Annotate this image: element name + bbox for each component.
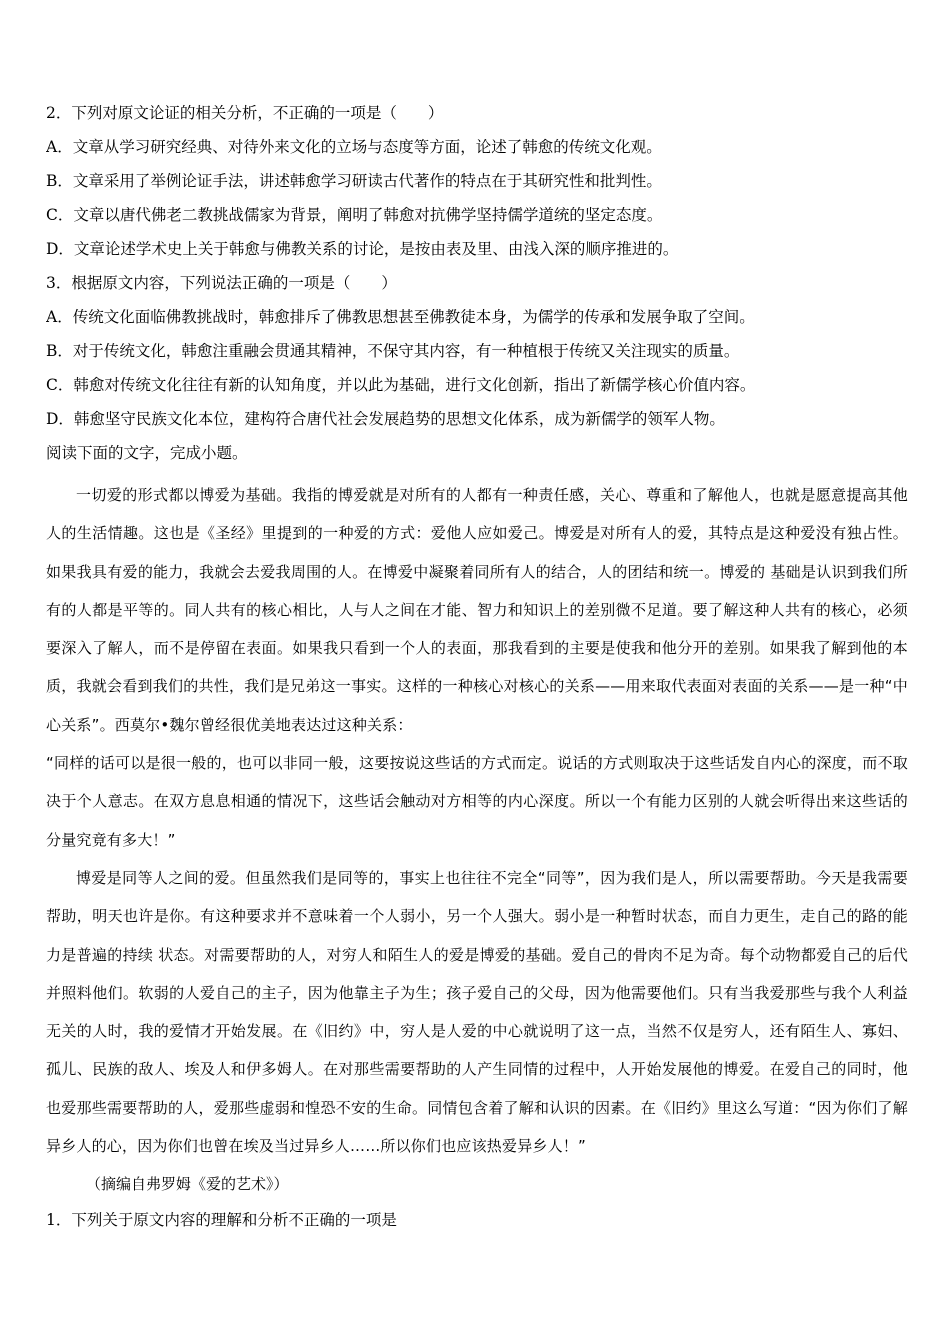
question-3-option-a: A．传统文化面临佛教挑战时，韩愈排斥了佛教思想甚至佛教徒本身，为儒学的传承和发展争取了空间。: [46, 308, 755, 326]
question-2-option-a: A．文章从学习研究经典、对待外来文化的立场与态度等方面，论述了韩愈的传统文化观。: [46, 138, 662, 156]
question-2-stem: 2．下列对原文论证的相关分析，不正确的一项是（ ）: [46, 104, 444, 122]
question-3-option-c: C．韩愈对传统文化往往有新的认知角度，并以此为基础，进行文化创新，指出了新儒学核心价值内容。: [46, 376, 756, 394]
question-3: [46, 266, 908, 436]
question-2-option-d: D．文章论述学术史上关于韩愈与佛教关系的讨论，是按由表及里、由浅入深的顺序推进的。: [46, 240, 679, 258]
question-1-stem: 1．下列关于原文内容的理解和分析不正确的一项是: [46, 1211, 397, 1230]
question-2-option-c: C．文章以唐代佛老二教挑战儒家为背景，阐明了韩愈对抗佛学坚持儒学道统的坚定态度。: [46, 206, 663, 224]
question-3-stem: 3．根据原文内容，下列说法正确的一项是（ ）: [46, 274, 397, 292]
passage-paragraph-2: 博爱是同等人之间的爱。但虽然我们是同等的，事实上也往往不完全“同等”，因为我们是人，所以需要帮助。今天是我需要帮助，明天也许是你。有这种要求并不意味着一个人弱小，另一个人强大。弱小是一种暂时状态，而自力更生，走自己的路的能力是普遍的持续 状态。对需要帮助的人，对穷人和陌生人的爱是博爱的基础。爱自己的骨肉不足为奇。每个动物都爱自己的后代并照料他们。软弱的人爱自己的主子，因为他靠主子为生；孩子爱自己的父母，因为他需要他们。只有当我爱那些与我个人利益无关的人时，我的爱情才开始发展。在《旧约》中，穷人是人爱的中心就说明了这一点，当然不仅是穷人，还有陌生人、寡妇、孤儿、民族的敌人、埃及人和伊多姆人。在对那些需要帮助的人产生同情的过程中，人开始发展他的博爱。在爱自己的同时，他也爱那些需要帮助的人，爱那些虚弱和惶恐不安的生命。同情包含着了解和认识的因素。在《旧约》里这么写道：“因为你们了解异乡人的心，因为你们也曾在埃及当过异乡人……所以你们也应该热爱异乡人！”: [46, 868, 908, 1156]
question-2-option-b: B．文章采用了举例论证手法，讲述韩愈学习研读古代著作的特点在于其研究性和批判性。: [46, 172, 662, 190]
question-2: [46, 96, 908, 266]
passage-quote: “同样的话可以是很一般的，也可以非同一般，这要按说这些话的方式而定。说话的方式则取决于这些话发自内心的深度，而不取决于个人意志。在双方息息相通的情况下，这些话会触动对方相等的内心深度。所以一个有能力区别的人就会听得出来这些话的分量究竟有多大！”: [46, 754, 908, 849]
question-3-option-b: B．对于传统文化，韩愈注重融会贯通其精神，不保守其内容，有一种植根于传统又关注现实的质量。: [46, 342, 740, 360]
reading-passage: [46, 476, 908, 1203]
exam-page: [46, 96, 908, 1237]
reading-instruction: 阅读下面的文字，完成小题。: [46, 444, 248, 462]
question-3-option-d: D．韩愈坚守民族文化本位，建构符合唐代社会发展趋势的思想文化体系，成为新儒学的领军人物。: [46, 410, 725, 428]
passage-source: （摘编自弗罗姆《爱的艺术》）: [86, 1175, 289, 1194]
passage-paragraph-1: 一切爱的形式都以博爱为基础。我指的博爱就是对所有的人都有一种责任感，关心、尊重和了解他人，也就是愿意提高其他人的生活情趣。这也是《圣经》里提到的一种爱的方式：爱他人应如爱己。博爱是对所有人的爱，其特点是这种爱没有独占性。如果我具有爱的能力，我就会去爱我周围的人。在博爱中凝聚着同所有人的结合，人的团结和统一。博爱的 基础是认识到我们所有的人都是平等的。同人共有的核心相比，人与人之间在才能、智力和知识上的差别微不足道。要了解这种人共有的核心，必须要深入了解人，而不是停留在表面。如果我只看到一个人的表面，那我看到的主要是使我和他分开的差别。如果我了解到他的本质，我就会看到我们的共性，我们是兄弟这一事实。这样的一种核心对核心的关系——用来取代表面对表面的关系——是一种“中心关系”。西莫尔•魏尔曾经很优美地表达过这种关系：: [46, 486, 908, 734]
